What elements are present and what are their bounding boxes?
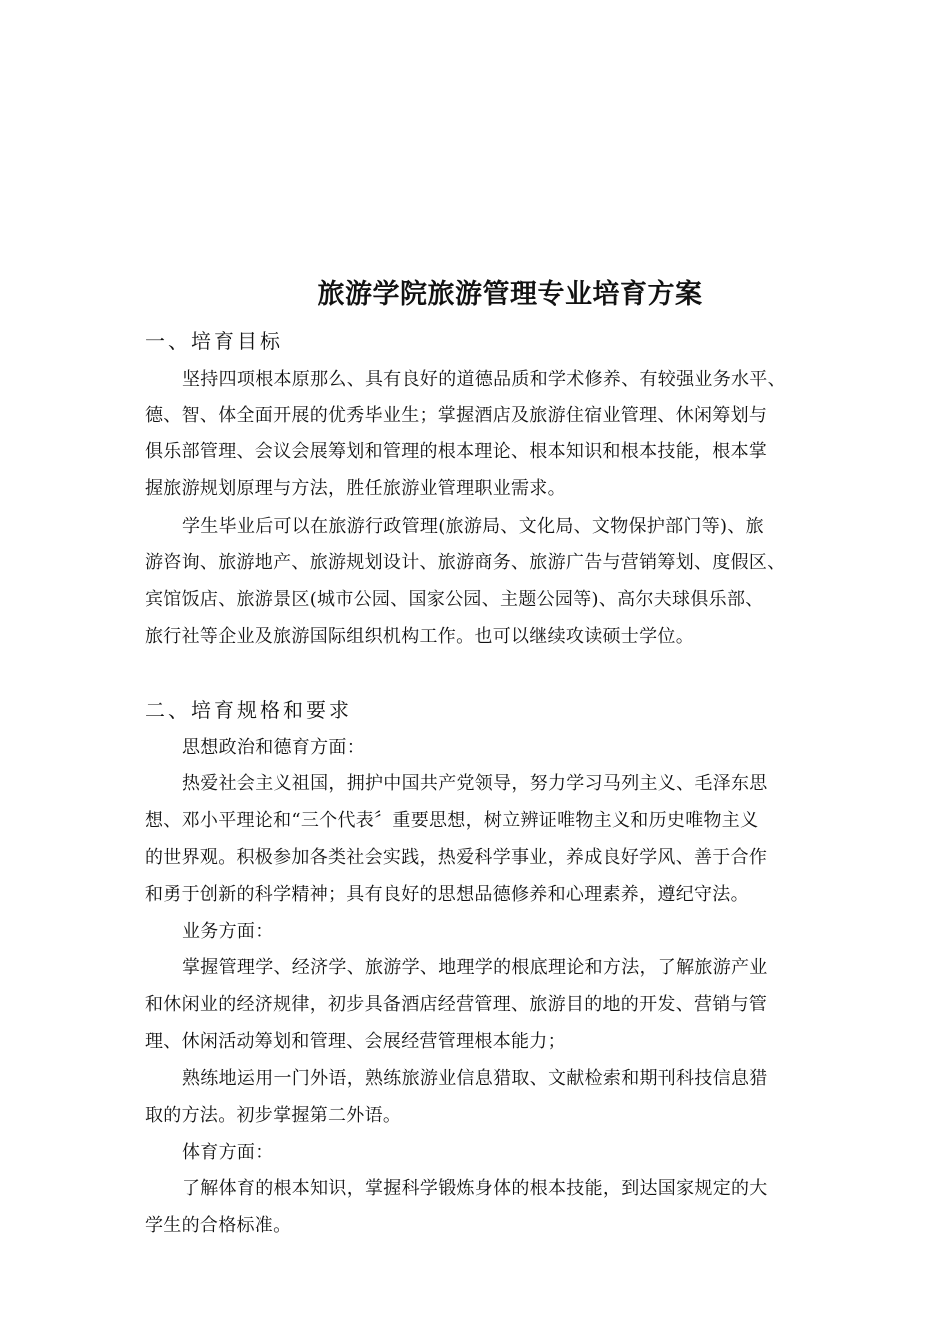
paragraph-line: 旅行社等企业及旅游国际组织机构工作。也可以继续攻读硕士学位。 (145, 626, 694, 647)
paragraph-line: 俱乐部管理、会议会展筹划和管理的根本理论、根本知识和根本技能，根本掌 (145, 441, 768, 462)
paragraph-line: 握旅游规划原理与方法，胜任旅游业管理职业需求。 (145, 478, 566, 499)
section-heading-requirements: 二、培育规格和要求 (145, 698, 352, 722)
paragraph-line: 取的方法。初步掌握第二外语。 (145, 1105, 402, 1126)
subsection-label-sports: 体育方面： (182, 1142, 274, 1163)
section-heading-objectives: 一、培育目标 (145, 329, 283, 353)
paragraph-line: 了解体育的根本知识，掌握科学锻炼身体的根本技能，到达国家规定的大 (182, 1178, 768, 1199)
paragraph-line: 热爱社会主义祖国，拥护中国共产党领导，努力学习马列主义、毛泽东思 (182, 773, 768, 794)
paragraph-line: 想、邓小平理论和“三个代表〞重要思想，树立辨证唯物主义和历史唯物主义 (145, 810, 759, 831)
paragraph-line: 理、休闲活动筹划和管理、会展经营管理根本能力； (145, 1031, 566, 1052)
paragraph-line: 德、智、体全面开展的优秀毕业生；掌握酒店及旅游住宿业管理、休闲筹划与 (145, 405, 768, 426)
subsection-label-business: 业务方面： (182, 921, 274, 942)
paragraph-line: 和勇于创新的科学精神；具有良好的思想品德修养和心理素养，遵纪守法。 (145, 884, 749, 905)
paragraph-line: 游咨询、旅游地产、旅游规划设计、旅游商务、旅游广告与营销筹划、度假区、 (145, 552, 786, 573)
paragraph-line: 学生毕业后可以在旅游行政管理(旅游局、文化局、文物保护部门等)、旅 (182, 516, 764, 537)
paragraph-line: 和休闲业的经济规律，初步具备酒店经营管理、旅游目的地的开发、营销与管 (145, 994, 768, 1015)
paragraph-line: 掌握管理学、经济学、旅游学、地理学的根底理论和方法，了解旅游产业 (182, 957, 768, 978)
paragraph-line: 的世界观。积极参加各类社会实践，热爱科学事业，养成良好学风、善于合作 (145, 847, 768, 868)
paragraph-line: 熟练地运用一门外语，熟练旅游业信息猎取、文献检索和期刊科技信息猎 (182, 1068, 768, 1089)
document-title: 旅游学院旅游管理专业培育方案 (317, 279, 703, 310)
paragraph-line: 坚持四项根本原那么、具有良好的道德品质和学术修养、有较强业务水平、 (182, 369, 786, 390)
subsection-label-moral: 思想政治和德育方面： (182, 737, 365, 758)
paragraph-line: 学生的合格标准。 (145, 1215, 292, 1236)
paragraph-line: 宾馆饭店、旅游景区(城市公园、国家公园、主题公园等)、高尔夫球俱乐部、 (145, 589, 764, 610)
